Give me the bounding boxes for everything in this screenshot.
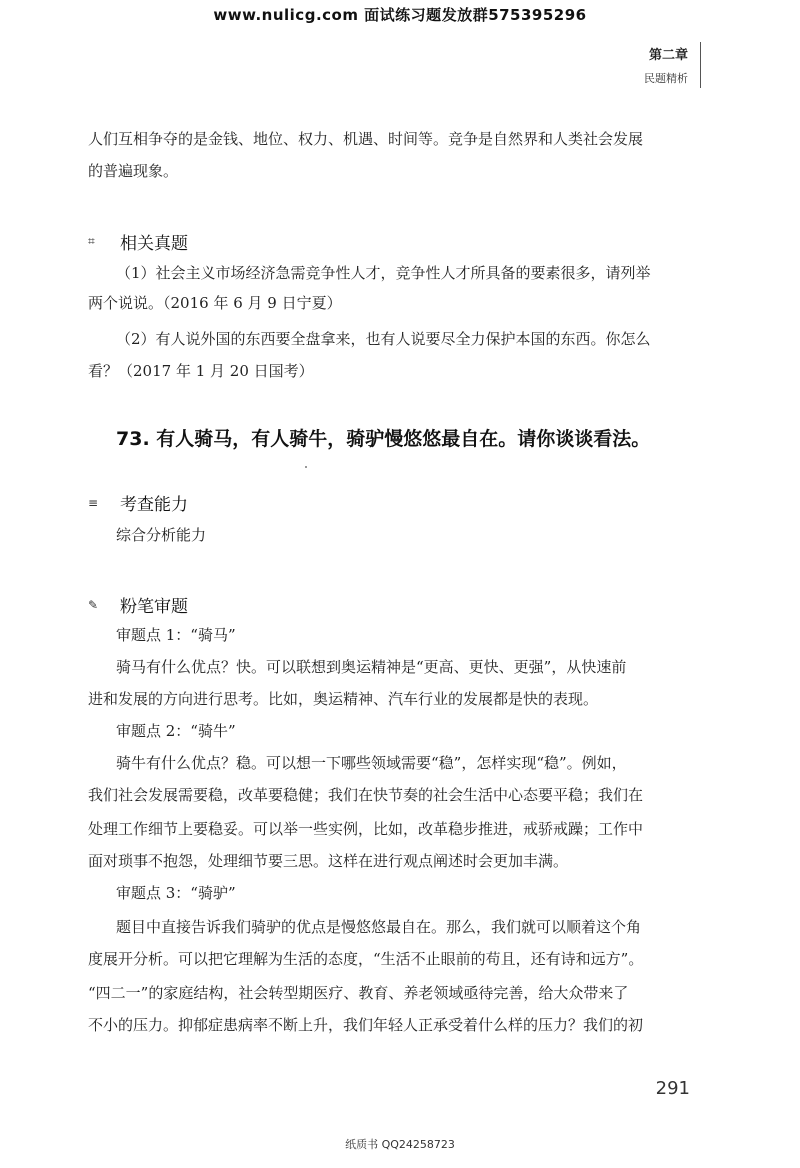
bullet-icon: ≡ [88,495,99,510]
review-line: 骑马有什么优点？快。可以联想到奥运精神是“更高、更快、更强”，从快速前 [116,658,627,676]
chapter-header [644,44,688,86]
intro-line: 的普遍现象。 [88,162,179,180]
review-point-label: 审题点 2：“骑牛” [116,722,236,740]
question-title: 73. 有人骑马，有人骑牛，骑驴慢悠悠最自在。请你谈谈看法。 [116,428,651,450]
related-heading-text: 相关真题 [120,234,188,254]
related-line: （2）有人说外国的东西要全盘拿来，也有人说要尽全力保护本国的东西。你怎么 [116,330,651,348]
chapter-title: 第二章 [648,48,688,63]
intro-line: 人们互相争夺的是金钱、地位、权力、机遇、时间等。竞争是自然界和人类社会发展 [88,130,644,148]
review-line: 骑牛有什么优点？稳。可以想一下哪些领域需要“稳”，怎样实现“稳”。例如， [116,754,627,772]
related-line: 两个说说。（2016 年 6 月 9 日宁夏） [88,294,342,312]
related-line: 看？（2017 年 1 月 20 日国考） [88,362,314,380]
pencil-icon: ✎ [88,597,99,612]
ability-heading-text: 考查能力 [120,495,188,515]
related-line: （1）社会主义市场经济急需竞争性人才，竞争性人才所具备的要素很多，请列举 [116,264,651,282]
review-line: 度展开分析。可以把它理解为生活的态度，“生活不止眼前的苟且，还有诗和远方”。 [88,950,644,968]
review-line: 处理工作细节上要稳妥。可以举一些实例，比如，改革稳步推进，戒骄戒躁；工作中 [88,820,644,838]
review-line: 我们社会发展需要稳，改革要稳健；我们在快节奏的社会生活中心态要平稳；我们在 [88,786,644,804]
review-line: 不小的压力。抑郁症患病率不断上升，我们年轻人正承受着什么样的压力？我们的初 [88,1016,644,1034]
review-line: 进和发展的方向进行思考。比如，奥运精神、汽车行业的发展都是快的表现。 [88,690,599,708]
chapter-subtitle: 民题精析 [644,72,688,85]
page-number: 291 [655,1078,690,1099]
footer-text: 纸质书 QQ24258723 [345,1138,455,1151]
question-mark-icon: ⌗ [88,234,95,248]
ability-heading [88,490,188,515]
review-point-label: 审题点 1：“骑马” [116,626,236,644]
stray-dot [305,466,307,468]
related-heading [88,229,188,254]
review-point-label: 审题点 3：“骑驴” [116,884,236,902]
chapter-divider [700,42,701,88]
review-heading-text: 粉笔审题 [120,597,188,617]
review-line: “四二一”的家庭结构，社会转型期医疗、教育、养老领域亟待完善，给大众带来了 [88,984,629,1002]
review-line: 面对琐事不抱怨，处理细节要三思。这样在进行观点阐述时会更加丰满。 [88,852,569,870]
review-line: 题目中直接告诉我们骑驴的优点是慢悠悠最自在。那么，我们就可以顺着这个角 [116,918,642,936]
review-heading [88,592,188,617]
top-banner: www.nulicg.com 面试练习题发放群575395296 [213,6,587,24]
ability-text: 综合分析能力 [116,526,207,544]
